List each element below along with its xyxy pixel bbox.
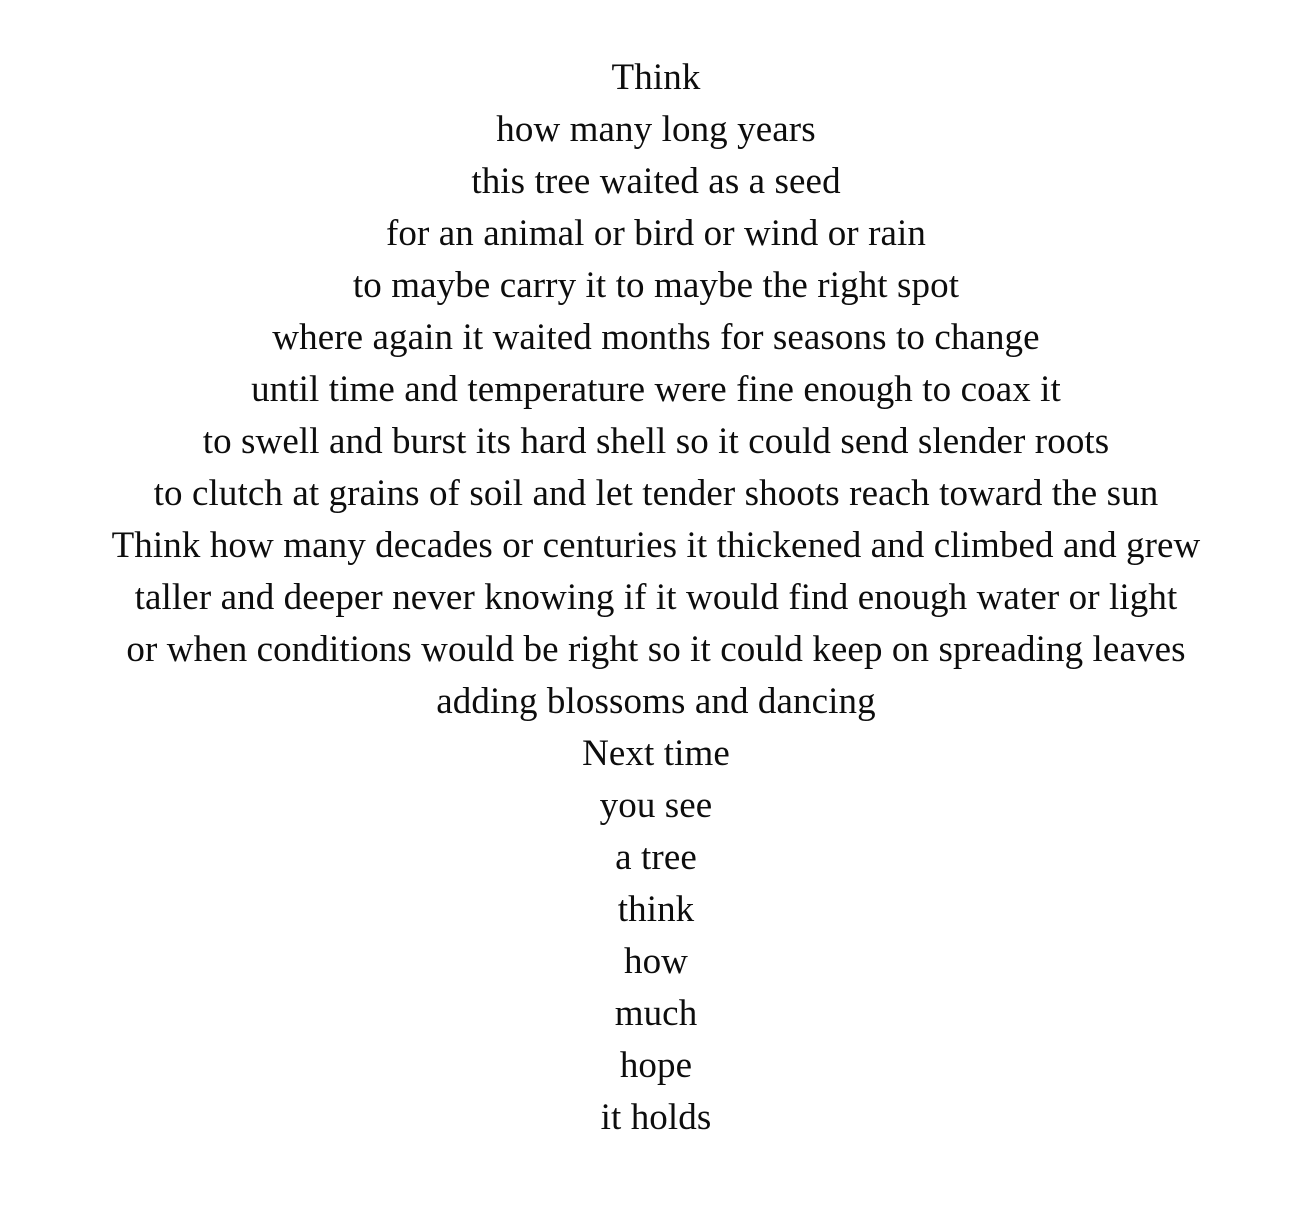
poem-line: this tree waited as a seed <box>471 161 841 202</box>
poem-line: where again it waited months for seasons to change <box>272 317 1040 358</box>
poem-line: to swell and burst its hard shell so it could send slender roots <box>202 421 1110 462</box>
poem-line: much <box>614 993 698 1034</box>
poem-line: a tree <box>615 837 697 878</box>
poem-line: taller and deeper never knowing if it would find enough water or light <box>134 577 1178 618</box>
poem-line: to clutch at grains of soil and let tender shoots reach toward the sun <box>153 473 1159 514</box>
poem-body <box>40 52 1272 1144</box>
poem-line: how many long years <box>496 109 816 150</box>
poem-line: it holds <box>600 1097 712 1138</box>
poem-line: Think how many decades or centuries it thickened and climbed and grew <box>111 525 1201 566</box>
poem-line: Think <box>611 57 701 98</box>
poem-line: you see <box>599 785 713 826</box>
poem-line: adding blossoms and dancing <box>436 681 876 722</box>
poem-line: for an animal or bird or wind or rain <box>385 213 927 254</box>
poem-line: or when conditions would be right so it could keep on spreading leaves <box>126 629 1186 670</box>
poem-line: think <box>617 889 695 930</box>
poem-line: Next time <box>582 733 730 774</box>
poem-line: hope <box>619 1045 693 1086</box>
poem-line: until time and temperature were fine enough to coax it <box>251 369 1061 410</box>
poem-line: how <box>623 941 689 982</box>
poem-line: to maybe carry it to maybe the right spot <box>352 265 960 306</box>
